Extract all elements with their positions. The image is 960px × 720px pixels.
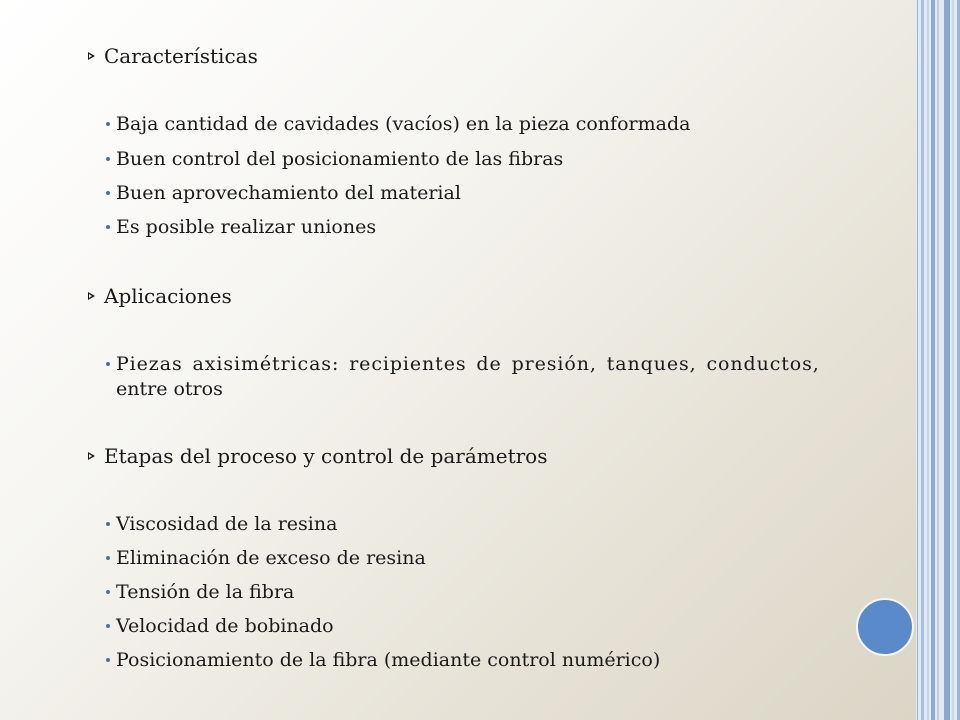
bullet-dot-icon: [106, 556, 110, 560]
band-stripe: [937, 0, 939, 720]
band-stripe: [931, 0, 935, 720]
bullet-item: Buen control del posicionamiento de las fibras: [116, 148, 564, 170]
bullet-dot-icon: [106, 225, 110, 229]
bullet-item: Viscosidad de la resina: [116, 513, 338, 535]
bullet-item: Posicionamiento de la fibra (mediante control numérico): [116, 649, 661, 671]
bullet-item: Velocidad de bobinado: [116, 615, 334, 637]
bullet-item: Tensión de la fibra: [116, 581, 295, 603]
band-stripe: [927, 0, 929, 720]
arrow-bullet-icon: [88, 452, 95, 460]
bullet-dot-icon: [106, 658, 110, 662]
bullet-item: Buen aprovechamiento del material: [116, 182, 461, 204]
section-heading-aplicaciones: Aplicaciones: [104, 284, 232, 308]
bullet-item-continuation: entre otros: [116, 378, 223, 400]
bullet-dot-icon: [106, 157, 110, 161]
band-stripe: [944, 0, 950, 720]
bullet-dot-icon: [106, 362, 110, 366]
band-stripe: [917, 0, 918, 720]
arrow-bullet-icon: [88, 292, 95, 300]
bullet-item: Piezas axisimétricas: recipientes de presión, tanques, conductos,: [116, 353, 820, 375]
arrow-bullet-icon: [88, 52, 95, 60]
bullet-item: Es posible realizar uniones: [116, 216, 377, 238]
bullet-item: Baja cantidad de cavidades (vacíos) en la pieza conformada: [116, 113, 691, 135]
section-heading-caracteristicas: Características: [104, 44, 258, 68]
bullet-dot-icon: [106, 522, 110, 526]
decorative-circle: [856, 598, 914, 656]
bullet-dot-icon: [106, 590, 110, 594]
bullet-dot-icon: [106, 191, 110, 195]
band-stripe: [952, 0, 954, 720]
band-stripe: [921, 0, 924, 720]
bullet-dot-icon: [106, 122, 110, 126]
bullet-item: Eliminación de exceso de resina: [116, 547, 426, 569]
bullet-dot-icon: [106, 624, 110, 628]
section-heading-etapas: Etapas del proceso y control de parámetros: [104, 444, 548, 468]
